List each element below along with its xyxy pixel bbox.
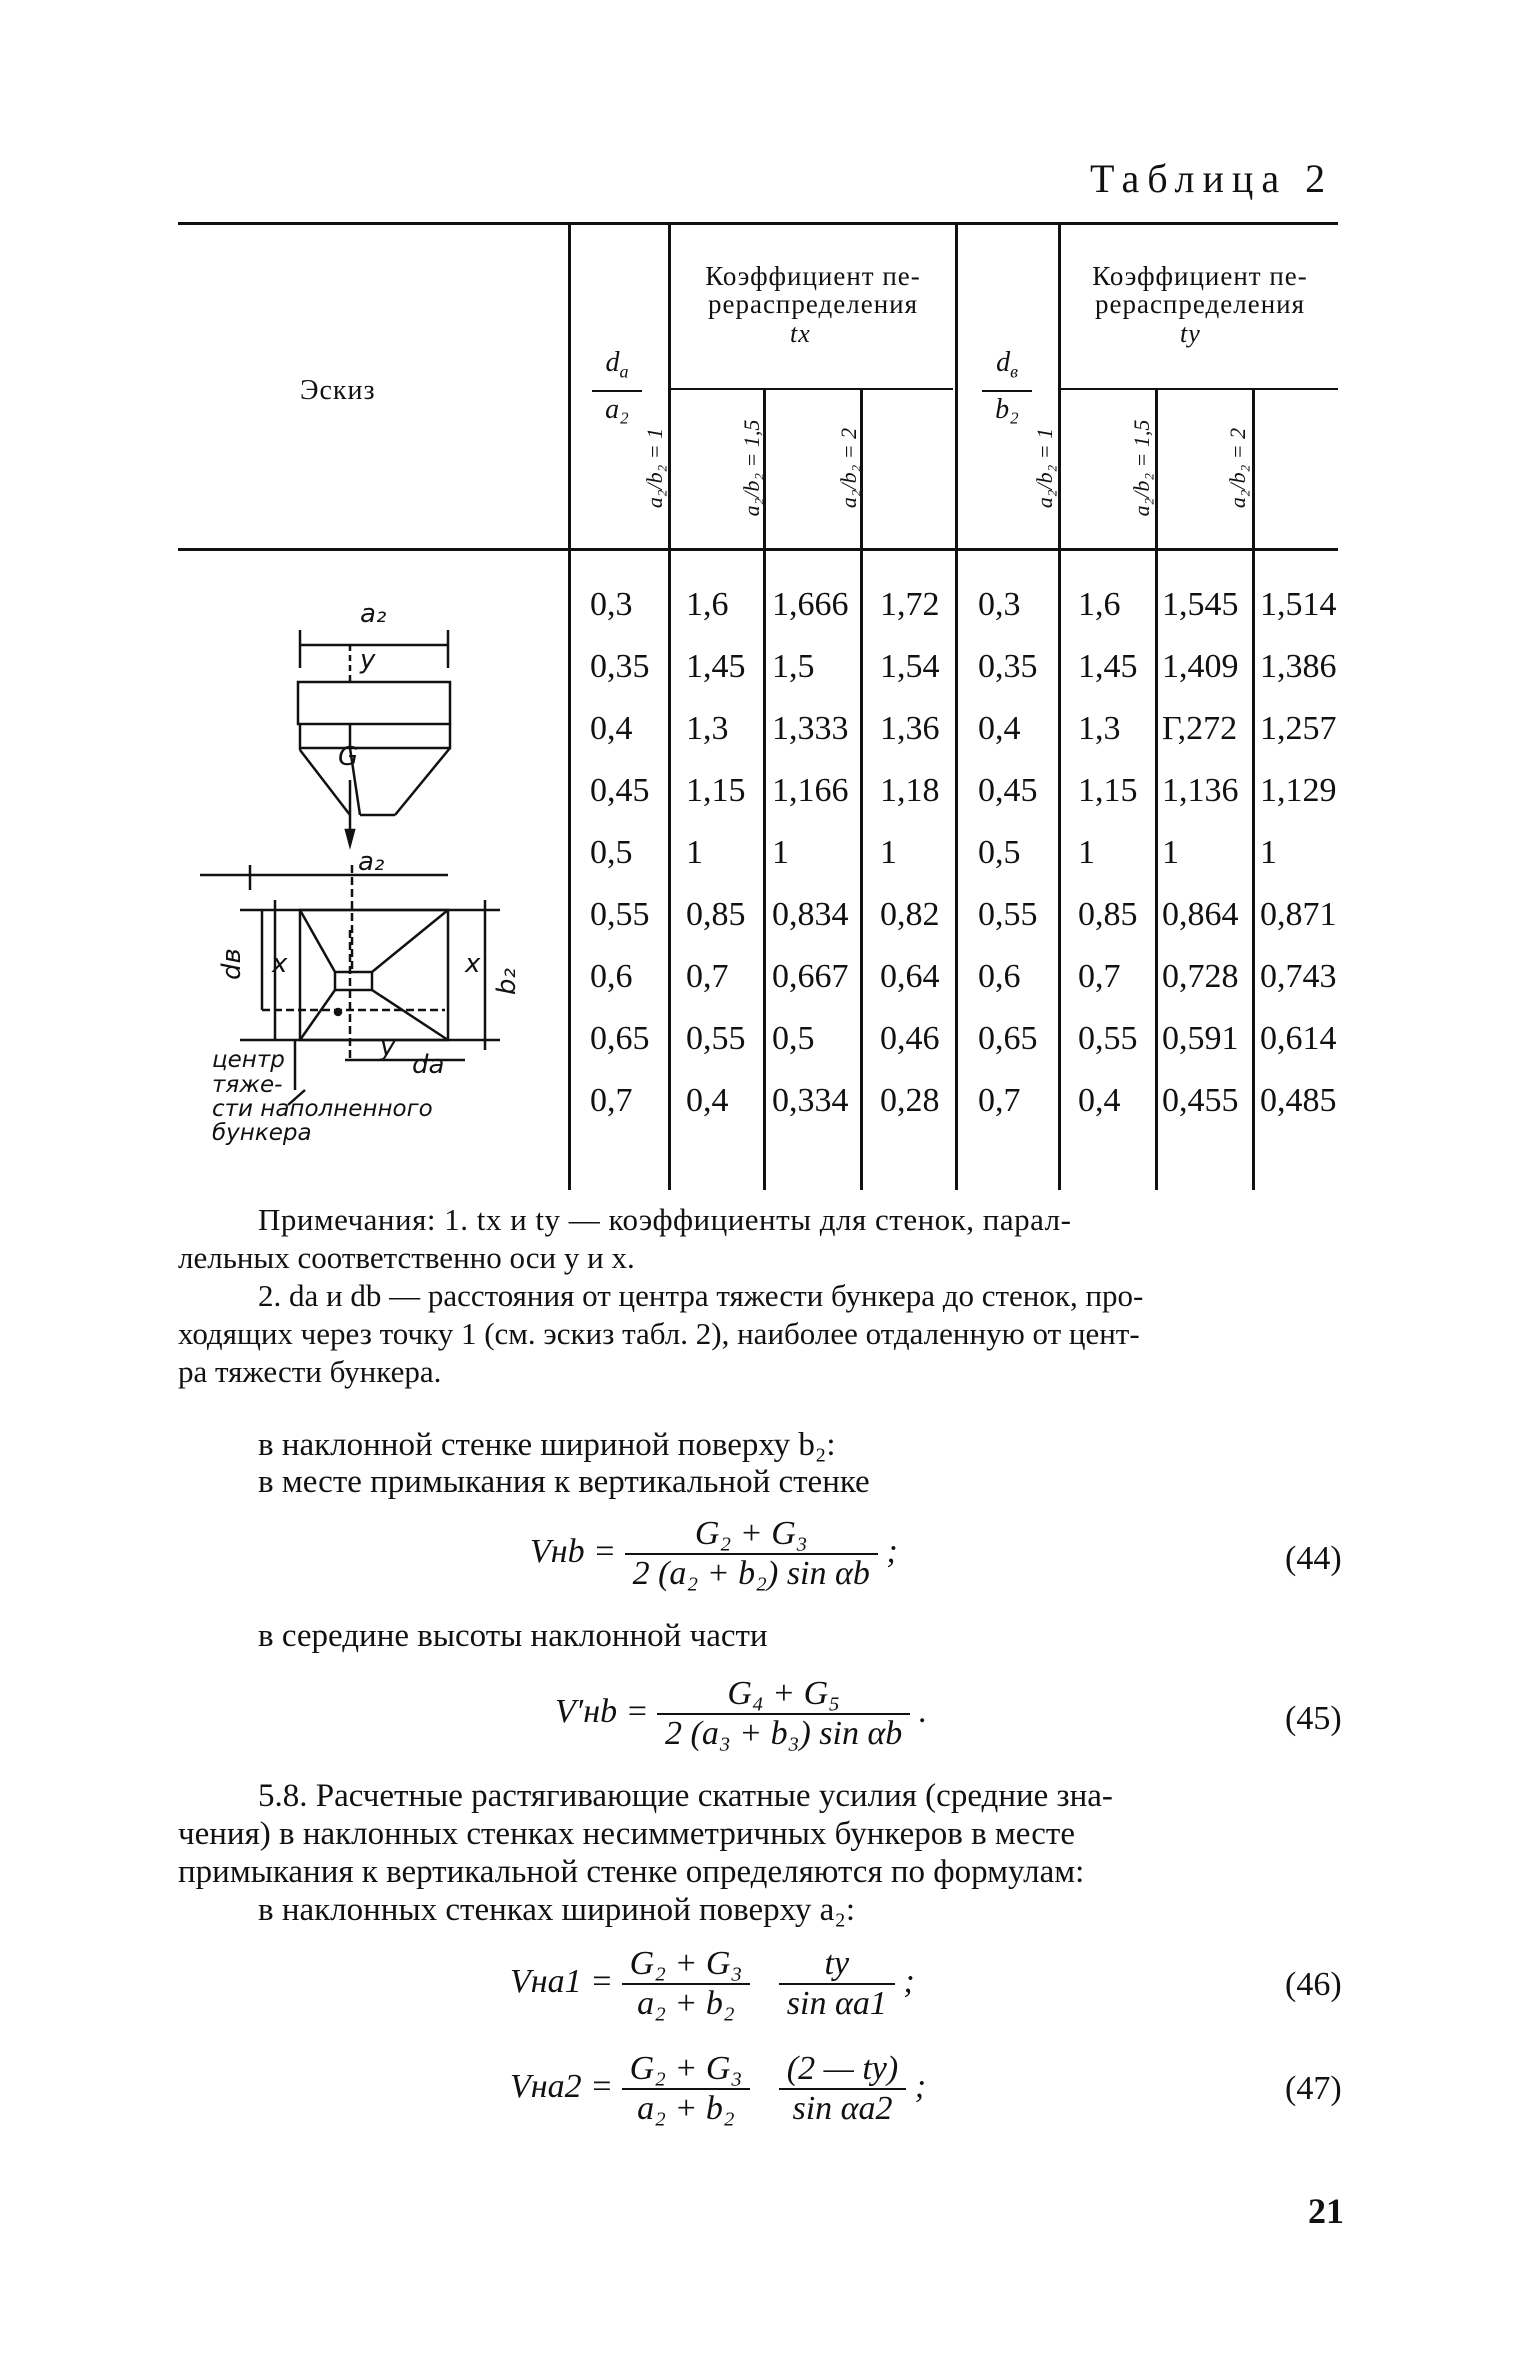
sketch-caption-1: центр (212, 1047, 285, 1073)
table-cell-r7-c3: 0,667 (772, 958, 849, 995)
table-cell-r4-c8: 1,129 (1260, 772, 1337, 809)
tx-subheader-rule (668, 388, 953, 390)
ratio-label-tx-1: a₂/b₂ = 1 (642, 427, 667, 509)
table-cell-r5-c1: 0,5 (590, 834, 633, 871)
table-cell-r5-c5: 0,5 (978, 834, 1021, 871)
table-cell-r9-c4: 0,28 (880, 1082, 940, 1119)
table-cell-r2-c2: 1,45 (686, 648, 746, 685)
table-cell-r8-c5: 0,65 (978, 1020, 1038, 1057)
table-cell-r7-c1: 0,6 (590, 958, 633, 995)
table-header-rule (178, 548, 1338, 551)
col-divider-8 (1252, 388, 1255, 1190)
note-2-line-2: ходящих через точку 1 (см. эскиз табл. 2), наиболее отдаленную от цент- (178, 1316, 1140, 1351)
sketch-label-y-bottom: y (380, 1032, 396, 1062)
table-cell-r1-c7: 1,545 (1162, 586, 1239, 623)
note-2-line-1: 2. da и db — расстояния от центра тяжести бункера до стенок, про- (258, 1278, 1144, 1313)
table-cell-r5-c8: 1 (1260, 834, 1277, 871)
table-cell-r2-c8: 1,386 (1260, 648, 1337, 685)
col-divider-6 (1058, 222, 1061, 1190)
note-2-line-3: ра тяжести бункера. (178, 1354, 442, 1389)
table-cell-r3-c5: 0,4 (978, 710, 1021, 747)
table-cell-r2-c3: 1,5 (772, 648, 815, 685)
note-1-line-2: лельных соответственно оси y и x. (178, 1240, 635, 1275)
table-cell-r1-c2: 1,6 (686, 586, 729, 623)
table-cell-r6-c1: 0,55 (590, 896, 650, 933)
table-cell-r1-c6: 1,6 (1078, 586, 1121, 623)
header-sketch: Эскиз (300, 375, 376, 406)
table-cell-r7-c4: 0,64 (880, 958, 940, 995)
table-cell-r3-c4: 1,36 (880, 710, 940, 747)
table-cell-r6-c3: 0,834 (772, 896, 849, 933)
col-divider-2 (668, 222, 671, 1190)
table-cell-r5-c4: 1 (880, 834, 897, 871)
table-cell-r3-c8: 1,257 (1260, 710, 1337, 747)
sketch-label-x-right: x (465, 949, 481, 979)
table-cell-r2-c4: 1,54 (880, 648, 940, 685)
table-cell-r4-c5: 0,45 (978, 772, 1038, 809)
table-cell-r7-c6: 0,7 (1078, 958, 1121, 995)
table-cell-r8-c2: 0,55 (686, 1020, 746, 1057)
sketch-label-a2-top: a₂ (360, 599, 387, 629)
table-cell-r9-c8: 0,485 (1260, 1082, 1337, 1119)
paragraph-junction: в месте примыкания к вертикальной стенке (258, 1464, 870, 1500)
table-cell-r8-c8: 0,614 (1260, 1020, 1337, 1057)
table-cell-r7-c5: 0,6 (978, 958, 1021, 995)
table-cell-r4-c7: 1,136 (1162, 772, 1239, 809)
table-cell-r4-c3: 1,166 (772, 772, 849, 809)
ratio-label-ty-1.5: a₂/b₂ = 1,5 (1129, 419, 1154, 517)
sketch-caption-2: тяже- (212, 1072, 283, 1098)
formula-44: Vнb = $\frac{\text{G₂ + G₃}}{\text{2 (a₂ + b₂) sin αb}}$ ; (530, 1515, 898, 1592)
table-cell-r7-c7: 0,728 (1162, 958, 1239, 995)
table-cell-r4-c1: 0,45 (590, 772, 650, 809)
table-cell-r6-c8: 0,871 (1260, 896, 1337, 933)
formula-47: Vнa2 = $\frac{\text{G₂ + G₃}}{\text{a₂ + b₂}}$ $\frac{(2 — ty)}{\text{sin αa2}}$ ; (510, 2050, 927, 2127)
table-cell-r1-c3: 1,666 (772, 586, 849, 623)
header-da-over-a2: $\frac{d_a}{\text{a₂}}$ (592, 345, 642, 428)
table-cell-r5-c2: 1 (686, 834, 703, 871)
table-cell-r9-c2: 0,4 (686, 1082, 729, 1119)
sketch-label-a2-mid: a₂ (358, 847, 385, 877)
table-caption: Таблица 2 (1090, 156, 1334, 201)
bunker-sketch (200, 570, 570, 1150)
ratio-label-tx-2: a₂/b₂ = 2 (836, 427, 861, 509)
table-cell-r5-c7: 1 (1162, 834, 1179, 871)
table-cell-r1-c5: 0,3 (978, 586, 1021, 623)
sketch-caption-4: бункера (212, 1120, 312, 1146)
table-top-rule (178, 222, 1338, 225)
table-cell-r8-c6: 0,55 (1078, 1020, 1138, 1057)
table-cell-r4-c6: 1,15 (1078, 772, 1138, 809)
table-cell-r7-c2: 0,7 (686, 958, 729, 995)
table-cell-r8-c1: 0,65 (590, 1020, 650, 1057)
table-cell-r6-c6: 0,85 (1078, 896, 1138, 933)
paragraph-5-8-line-3: примыкания к вертикальной стенке определяются по формулам: (178, 1854, 1085, 1890)
table-cell-r6-c5: 0,55 (978, 896, 1038, 933)
sketch-label-y-top: y (360, 645, 376, 675)
page-number: 21 (1308, 2191, 1344, 2231)
table-cell-r6-c4: 0,82 (880, 896, 940, 933)
sketch-caption-3: сти наполненного (212, 1096, 433, 1122)
ratio-label-ty-1: a₂/b₂ = 1 (1032, 427, 1057, 509)
table-cell-r2-c1: 0,35 (590, 648, 650, 685)
paragraph-inclined-wall-a2: в наклонных стенках шириной поверху a₂: (258, 1892, 855, 1928)
header-tx-title: Коэффициент пе- рераспределения (705, 261, 921, 319)
equation-number-46: (46) (1285, 1966, 1342, 2003)
ratio-label-ty-2: a₂/b₂ = 2 (1225, 427, 1250, 509)
col-divider-7 (1155, 388, 1158, 1190)
ratio-label-tx-1.5: a₂/b₂ = 1,5 (739, 419, 764, 517)
table-cell-r3-c6: 1,3 (1078, 710, 1121, 747)
paragraph-inclined-wall-b2: в наклонной стенке шириной поверху b₂: (258, 1427, 836, 1463)
table-cell-r9-c1: 0,7 (590, 1082, 633, 1119)
table-cell-r9-c5: 0,7 (978, 1082, 1021, 1119)
paragraph-middle-height: в середине высоты наклонной части (258, 1618, 768, 1654)
formula-45: V′нb = $\frac{\text{G₄ + G₅}}{\text{2 (a₃ + b₃) sin αb}}$ . (555, 1675, 928, 1752)
table-cell-r9-c7: 0,455 (1162, 1082, 1239, 1119)
table-cell-r6-c7: 0,864 (1162, 896, 1239, 933)
sketch-label-db: dв (217, 948, 247, 980)
table-cell-r7-c8: 0,743 (1260, 958, 1337, 995)
header-ty-title: Коэффициент пе- рераспределения (1092, 261, 1308, 319)
table-cell-r1-c1: 0,3 (590, 586, 633, 623)
formula-46: Vнa1 = $\frac{\text{G₂ + G₃}}{\text{a₂ + b₂}}$ $\frac{ty}{\text{sin αa1}}$ ; (510, 1945, 915, 2022)
table-cell-r3-c7: Γ,272 (1162, 710, 1238, 747)
table-cell-r1-c8: 1,514 (1260, 586, 1337, 623)
sketch-label-g: G (338, 742, 359, 772)
table-cell-r8-c4: 0,46 (880, 1020, 940, 1057)
table-cell-r3-c3: 1,333 (772, 710, 849, 747)
table-cell-r4-c2: 1,15 (686, 772, 746, 809)
sketch-label-x-left: x (272, 949, 288, 979)
table-cell-r3-c1: 0,4 (590, 710, 633, 747)
table-cell-r4-c4: 1,18 (880, 772, 940, 809)
table-cell-r1-c4: 1,72 (880, 586, 940, 623)
header-db-over-b2: $d_в$ b₂ (982, 345, 1032, 428)
note-1-line-1: Примечания: 1. tx и ty — коэффициенты для стенок, парал- (258, 1202, 1072, 1237)
table-cell-r5-c6: 1 (1078, 834, 1095, 871)
table-cell-r2-c7: 1,409 (1162, 648, 1239, 685)
table-cell-r8-c3: 0,5 (772, 1020, 815, 1057)
equation-number-44: (44) (1285, 1540, 1342, 1577)
table-cell-r6-c2: 0,85 (686, 896, 746, 933)
table-cell-r3-c2: 1,3 (686, 710, 729, 747)
table-cell-r2-c6: 1,45 (1078, 648, 1138, 685)
equation-number-45: (45) (1285, 1700, 1342, 1737)
table-cell-r5-c3: 1 (772, 834, 789, 871)
sketch-label-da: da (412, 1050, 445, 1080)
table-cell-r9-c6: 0,4 (1078, 1082, 1121, 1119)
paragraph-5-8-line-2: чения) в наклонных стенках несимметричных бункеров в месте (178, 1816, 1075, 1852)
header-ty-symbol: ty (1180, 319, 1201, 348)
ty-subheader-rule (1058, 388, 1338, 390)
sketch-label-b2: b₂ (492, 968, 522, 995)
header-tx-symbol: tx (790, 319, 811, 348)
paragraph-5-8-line-1: 5.8. Расчетные растягивающие скатные усилия (средние зна- (258, 1778, 1113, 1814)
table-cell-r2-c5: 0,35 (978, 648, 1038, 685)
table-cell-r8-c7: 0,591 (1162, 1020, 1239, 1057)
col-divider-5 (955, 222, 958, 1190)
equation-number-47: (47) (1285, 2070, 1342, 2107)
table-cell-r9-c3: 0,334 (772, 1082, 849, 1119)
